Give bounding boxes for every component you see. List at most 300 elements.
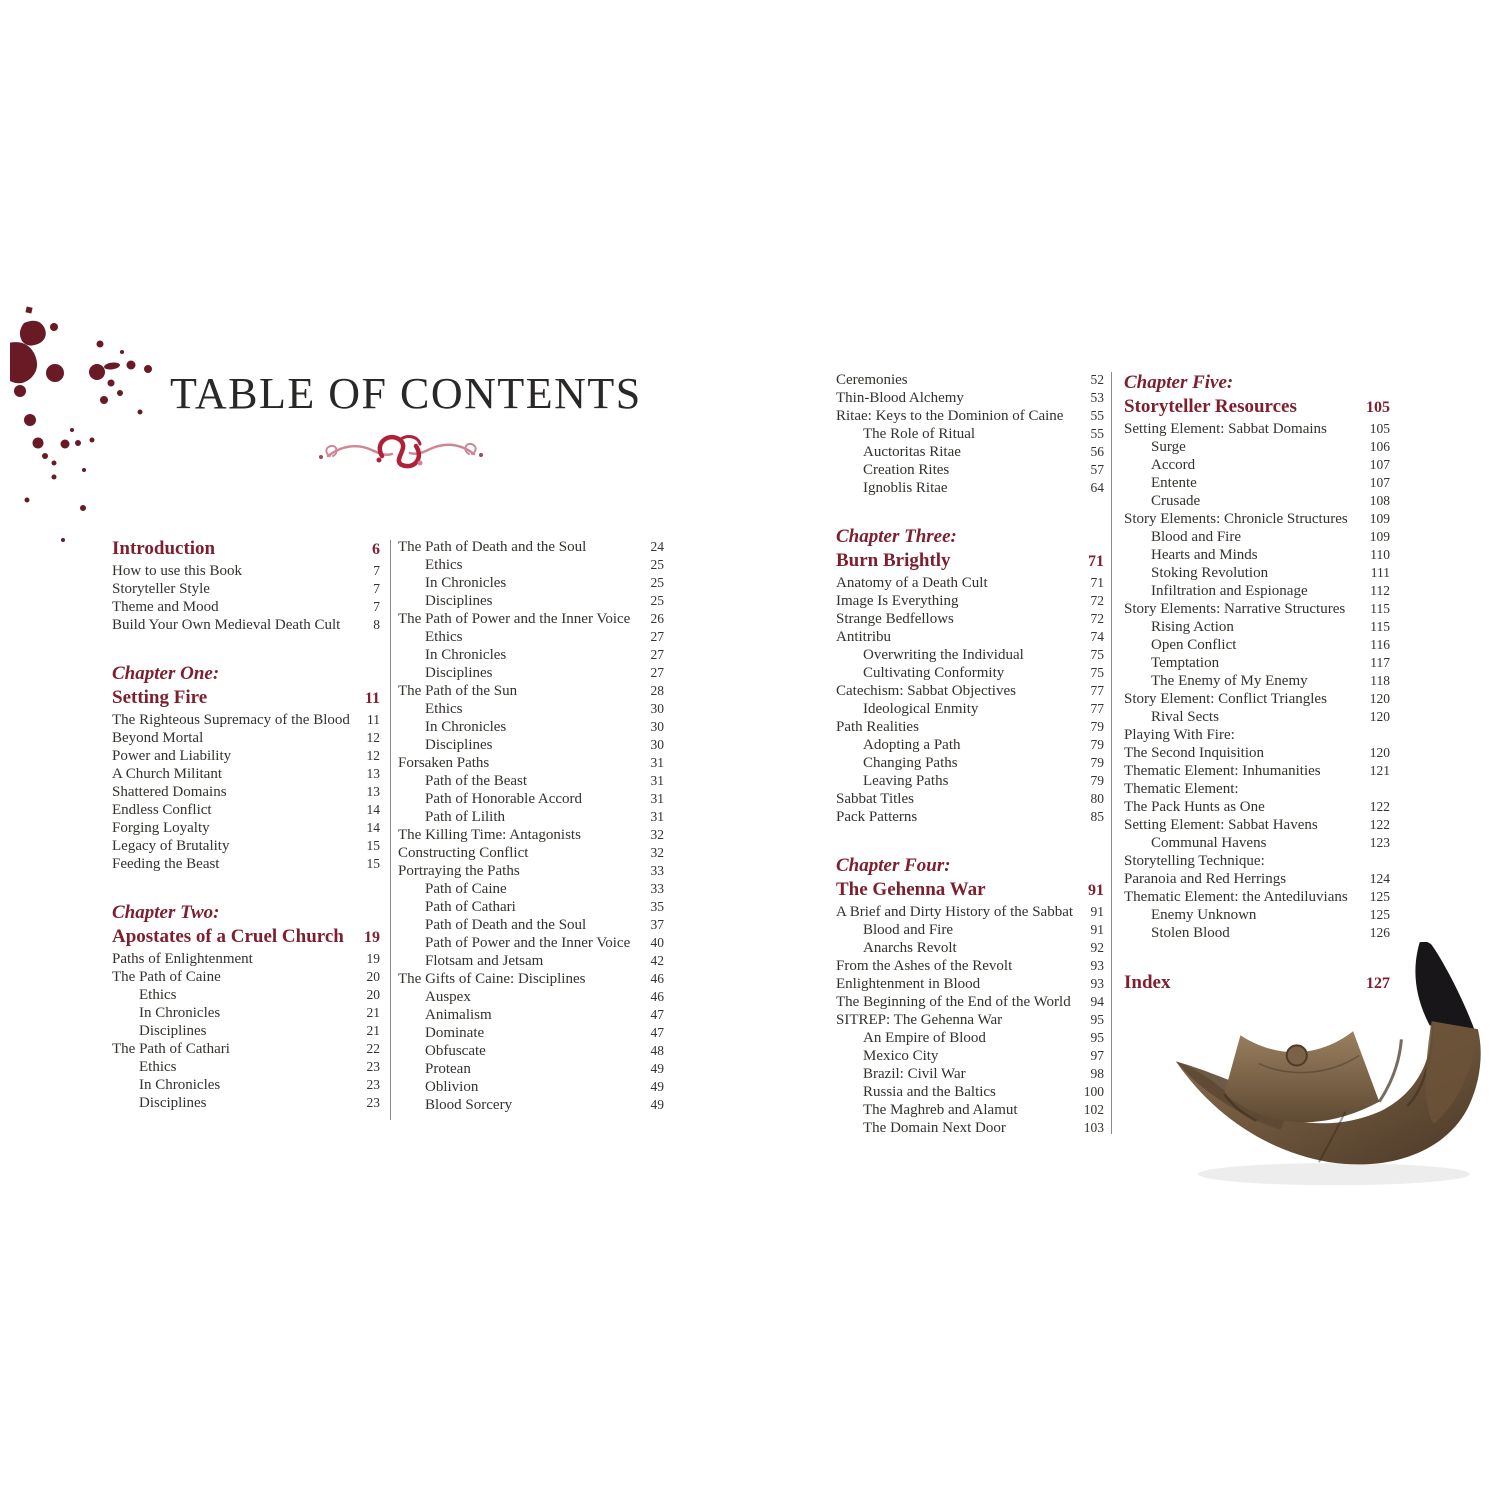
- entry-page-number: 21: [366, 1005, 380, 1020]
- toc-entry: [836, 461, 1104, 479]
- entry-page-number: 12: [366, 748, 380, 763]
- entry-page-number: 35: [650, 899, 664, 914]
- toc-entry: [112, 855, 380, 873]
- toc-entry: [398, 880, 664, 898]
- entry-title: Ethics: [425, 557, 463, 573]
- entry-title: Build Your Own Medieval Death Cult: [112, 617, 341, 633]
- toc-entry: [398, 1024, 664, 1042]
- toc-entry: [112, 801, 380, 819]
- entry-title: Disciplines: [425, 737, 493, 753]
- entry-title: Story Elements: Chronicle Structures: [1124, 511, 1348, 527]
- toc-entry: [1124, 924, 1390, 942]
- entry-title: The Domain Next Door: [863, 1120, 1006, 1136]
- chapter-title-entry: [1124, 394, 1390, 420]
- entry-page-number: 123: [1369, 835, 1390, 850]
- entry-page-number: 126: [1369, 925, 1390, 940]
- entry-page-number: 49: [650, 1079, 664, 1094]
- entry-page-number: 52: [1090, 372, 1104, 387]
- entry-page-number: 25: [650, 593, 664, 608]
- entry-title: In Chronicles: [139, 1077, 221, 1093]
- toc-entry: [398, 844, 664, 862]
- entry-page-number: 13: [366, 766, 380, 781]
- entry-page-number: 79: [1090, 773, 1104, 788]
- entry-page-number: 31: [650, 809, 664, 824]
- entry-title: Paths of Enlightenment: [112, 951, 253, 967]
- toc-entry: [398, 970, 664, 988]
- entry-page-number: 32: [650, 827, 664, 842]
- entry-title: Stoking Revolution: [1151, 565, 1269, 581]
- chapter-title-entry: [112, 685, 380, 711]
- entry-page-number: 15: [366, 838, 380, 853]
- toc-entry: [112, 616, 380, 634]
- column-divider: [390, 540, 391, 1120]
- entry-page-number: 23: [366, 1077, 380, 1092]
- toc-entry: [398, 628, 664, 646]
- toc-entry: [112, 1094, 380, 1112]
- toc-entry: [836, 772, 1104, 790]
- entry-title: The Killing Time: Antagonists: [398, 827, 581, 843]
- toc-entry: [836, 1083, 1104, 1101]
- entry-title: Surge: [1151, 439, 1186, 455]
- toc-entry: [836, 425, 1104, 443]
- entry-page-number: 53: [1090, 390, 1104, 405]
- entry-page-number: 102: [1083, 1102, 1104, 1117]
- entry-title: Disciplines: [425, 593, 493, 609]
- entry-title: Path of Lilith: [425, 809, 505, 825]
- chapter-label: [836, 525, 1104, 548]
- entry-title: Antitribu: [836, 629, 891, 645]
- entry-title: The Path of Power and the Inner Voice: [398, 611, 631, 627]
- entry-page-number: 93: [1090, 976, 1104, 991]
- entry-title: Thematic Element: Inhumanities: [1124, 763, 1321, 779]
- toc-entry: [1124, 816, 1390, 834]
- entry-page-number: 124: [1369, 871, 1390, 886]
- entry-page-number: 27: [650, 647, 664, 662]
- toc-column-4: [1124, 371, 1390, 996]
- entry-page-number: 49: [650, 1061, 664, 1076]
- column-divider: [1111, 372, 1112, 1134]
- entry-page-number: 115: [1370, 601, 1390, 616]
- chapter-title-entry: [836, 877, 1104, 903]
- toc-entry: [398, 610, 664, 628]
- entry-title: The Gehenna War: [836, 879, 986, 900]
- entry-page-number: 120: [1369, 745, 1390, 760]
- toc-entry: [112, 819, 380, 837]
- entry-page-number: 125: [1369, 907, 1390, 922]
- toc-entry: [1124, 672, 1390, 690]
- toc-entry: [1124, 870, 1390, 888]
- toc-entry: [836, 790, 1104, 808]
- chapter-title-entry: [112, 536, 380, 562]
- entry-page-number: 117: [1370, 655, 1390, 670]
- entry-page-number: 23: [366, 1059, 380, 1074]
- toc-entry: [836, 1029, 1104, 1047]
- entry-page-number: 77: [1090, 701, 1104, 716]
- toc-entry: [112, 950, 380, 968]
- entry-page-number: 74: [1090, 629, 1104, 644]
- entry-title: Enlightenment in Blood: [836, 976, 981, 992]
- entry-title: Setting Element: Sabbat Domains: [1124, 421, 1327, 437]
- entry-title: The Path of Death and the Soul: [398, 539, 587, 555]
- entry-page-number: 57: [1090, 462, 1104, 477]
- toc-entry: [1124, 798, 1390, 816]
- entry-title: Auspex: [425, 989, 471, 1005]
- entry-title: Stolen Blood: [1151, 925, 1230, 941]
- entry-title: Accord: [1151, 457, 1196, 473]
- entry-title: Endless Conflict: [112, 802, 212, 818]
- toc-entry: [836, 682, 1104, 700]
- toc-entry: [398, 808, 664, 826]
- entry-page-number: 25: [650, 557, 664, 572]
- toc-entry: [836, 993, 1104, 1011]
- horn-artifact-image: [1168, 942, 1500, 1190]
- toc-entry: [836, 1101, 1104, 1119]
- entry-title: From the Ashes of the Revolt: [836, 958, 1013, 974]
- entry-title: Rival Sects: [1151, 709, 1219, 725]
- entry-page-number: 79: [1090, 719, 1104, 734]
- toc-entry: [836, 736, 1104, 754]
- entry-title: Ideological Enmity: [863, 701, 979, 717]
- entry-title: Ritae: Keys to the Dominion of Caine: [836, 408, 1064, 424]
- entry-title: Creation Rites: [863, 462, 950, 478]
- entry-page-number: 31: [650, 755, 664, 770]
- entry-title: Thematic Element:: [1124, 781, 1239, 797]
- toc-entry: [398, 1060, 664, 1078]
- entry-page-number: 11: [367, 712, 380, 727]
- entry-page-number: 27: [650, 665, 664, 680]
- toc-entry: [1124, 654, 1390, 672]
- entry-page-number: 107: [1369, 457, 1390, 472]
- entry-page-number: 109: [1369, 511, 1390, 526]
- entry-page-number: 25: [650, 575, 664, 590]
- entry-title: Disciplines: [139, 1095, 207, 1111]
- entry-title: Sabbat Titles: [836, 791, 914, 807]
- entry-page-number: 14: [366, 802, 380, 817]
- entry-title: Ignoblis Ritae: [863, 480, 948, 496]
- toc-entry: [836, 921, 1104, 939]
- toc-entry: [1124, 888, 1390, 906]
- toc-entry: [1124, 708, 1390, 726]
- toc-entry: [1124, 726, 1390, 744]
- entry-page-number: 33: [650, 881, 664, 896]
- entry-title: Path Realities: [836, 719, 919, 735]
- entry-page-number: 91: [1088, 882, 1104, 899]
- entry-title: Protean: [425, 1061, 471, 1077]
- toc-entry: [1124, 582, 1390, 600]
- entry-title: In Chronicles: [425, 719, 507, 735]
- entry-title: Chapter Four:: [836, 855, 951, 876]
- toc-entry: [836, 592, 1104, 610]
- toc-entry: [398, 592, 664, 610]
- chapter-label: [112, 662, 380, 685]
- entry-page-number: 105: [1366, 399, 1390, 416]
- entry-title: Open Conflict: [1151, 637, 1237, 653]
- chapter-title-entry: [112, 924, 380, 950]
- chapter-label: [1124, 371, 1390, 394]
- entry-title: Path of Death and the Soul: [425, 917, 587, 933]
- entry-title: Story Elements: Narrative Structures: [1124, 601, 1346, 617]
- toc-entry: [112, 711, 380, 729]
- toc-entry: [836, 479, 1104, 497]
- entry-title: Flotsam and Jetsam: [425, 953, 544, 969]
- toc-entry: [1124, 600, 1390, 618]
- entry-title: Path of Caine: [425, 881, 507, 897]
- entry-page-number: 122: [1369, 817, 1390, 832]
- entry-page-number: 91: [1090, 922, 1104, 937]
- entry-title: The Gifts of Caine: Disciplines: [398, 971, 586, 987]
- toc-column-3: [836, 371, 1104, 1137]
- entry-title: Obfuscate: [425, 1043, 486, 1059]
- entry-title: The Righteous Supremacy of the Blood: [112, 712, 350, 728]
- toc-entry: [398, 574, 664, 592]
- toc-entry: [112, 765, 380, 783]
- entry-page-number: 46: [650, 971, 664, 986]
- entry-page-number: 48: [650, 1043, 664, 1058]
- toc-entry: [112, 1076, 380, 1094]
- toc-entry: [112, 1022, 380, 1040]
- entry-title: Storyteller Resources: [1124, 396, 1297, 417]
- entry-page-number: 103: [1083, 1120, 1104, 1135]
- entry-page-number: 28: [650, 683, 664, 698]
- entry-title: Strange Bedfellows: [836, 611, 954, 627]
- entry-title: SITREP: The Gehenna War: [836, 1012, 1003, 1028]
- toc-entry: [112, 580, 380, 598]
- entry-page-number: 30: [650, 737, 664, 752]
- toc-entry: [112, 1004, 380, 1022]
- entry-page-number: 40: [650, 935, 664, 950]
- entry-title: In Chronicles: [139, 1005, 221, 1021]
- entry-title: A Church Militant: [112, 766, 222, 782]
- entry-title: Russia and the Baltics: [863, 1084, 996, 1100]
- entry-title: An Empire of Blood: [863, 1030, 986, 1046]
- entry-title: Setting Element: Sabbat Havens: [1124, 817, 1318, 833]
- entry-title: The Pack Hunts as One: [1124, 799, 1265, 815]
- entry-title: The Path of the Sun: [398, 683, 518, 699]
- blood-splatter-decoration: [10, 295, 160, 565]
- entry-title: Paranoia and Red Herrings: [1124, 871, 1287, 887]
- entry-title: Blood Sorcery: [425, 1097, 513, 1113]
- entry-title: Story Element: Conflict Triangles: [1124, 691, 1327, 707]
- entry-title: Ethics: [139, 987, 177, 1003]
- toc-entry: [1124, 906, 1390, 924]
- toc-entry: [112, 747, 380, 765]
- entry-page-number: 47: [650, 1025, 664, 1040]
- entry-page-number: 122: [1369, 799, 1390, 814]
- toc-entry: [1124, 456, 1390, 474]
- entry-title: Communal Havens: [1151, 835, 1267, 851]
- entry-title: The Path of Caine: [112, 969, 221, 985]
- entry-title: Forging Loyalty: [112, 820, 210, 836]
- entry-title: Disciplines: [139, 1023, 207, 1039]
- toc-entry: [836, 443, 1104, 461]
- entry-page-number: 12: [366, 730, 380, 745]
- entry-title: Leaving Paths: [863, 773, 949, 789]
- entry-page-number: 55: [1090, 426, 1104, 441]
- toc-entry: [398, 664, 664, 682]
- entry-title: Pack Patterns: [836, 809, 918, 825]
- page-title: TABLE OF CONTENTS: [170, 369, 642, 418]
- entry-page-number: 95: [1090, 1012, 1104, 1027]
- entry-page-number: 75: [1090, 647, 1104, 662]
- entry-title: Chapter Five:: [1124, 372, 1234, 393]
- flourish-ornament-icon: [316, 430, 486, 474]
- entry-page-number: 15: [366, 856, 380, 871]
- entry-title: Introduction: [112, 538, 216, 559]
- toc-entry: [112, 968, 380, 986]
- entry-title: Setting Fire: [112, 687, 208, 708]
- entry-title: Enemy Unknown: [1151, 907, 1257, 923]
- toc-entry: [398, 1006, 664, 1024]
- entry-page-number: 108: [1369, 493, 1390, 508]
- entry-page-number: 42: [650, 953, 664, 968]
- entry-page-number: 7: [373, 599, 380, 614]
- toc-entry: [836, 754, 1104, 772]
- entry-page-number: 120: [1369, 709, 1390, 724]
- entry-title: Overwriting the Individual: [863, 647, 1024, 663]
- entry-title: Playing With Fire:: [1124, 727, 1235, 743]
- toc-entry: [1124, 546, 1390, 564]
- toc-entry: [398, 682, 664, 700]
- entry-page-number: 121: [1369, 763, 1390, 778]
- entry-title: Adopting a Path: [863, 737, 961, 753]
- entry-page-number: 109: [1369, 529, 1390, 544]
- entry-page-number: 79: [1090, 737, 1104, 752]
- toc-column-2: [398, 538, 664, 1114]
- toc-entry: [398, 772, 664, 790]
- entry-title: Forsaken Paths: [398, 755, 490, 771]
- toc-entry: [398, 646, 664, 664]
- entry-title: Anatomy of a Death Cult: [836, 575, 988, 591]
- toc-entry: [398, 556, 664, 574]
- toc-entry: [836, 939, 1104, 957]
- entry-title: Infiltration and Espionage: [1151, 583, 1308, 599]
- toc-entry: [836, 1065, 1104, 1083]
- entry-page-number: 71: [1088, 553, 1104, 570]
- entry-page-number: 94: [1090, 994, 1104, 1009]
- entry-page-number: 37: [650, 917, 664, 932]
- entry-page-number: 31: [650, 791, 664, 806]
- toc-entry: [1124, 564, 1390, 582]
- toc-entry: [112, 598, 380, 616]
- toc-entry: [1124, 762, 1390, 780]
- entry-title: Image Is Everything: [836, 593, 959, 609]
- toc-entry: [836, 1011, 1104, 1029]
- entry-title: Apostates of a Cruel Church: [112, 926, 344, 947]
- entry-page-number: 107: [1369, 475, 1390, 490]
- entry-page-number: 31: [650, 773, 664, 788]
- toc-entry: [398, 988, 664, 1006]
- toc-entry: [1124, 492, 1390, 510]
- entry-title: Chapter Three:: [836, 526, 957, 547]
- entry-page-number: 85: [1090, 809, 1104, 824]
- entry-page-number: 79: [1090, 755, 1104, 770]
- toc-entry: [398, 700, 664, 718]
- entry-title: Chapter Two:: [112, 902, 220, 923]
- entry-page-number: 32: [650, 845, 664, 860]
- entry-page-number: 26: [650, 611, 664, 626]
- toc-entry: [836, 389, 1104, 407]
- toc-entry: [398, 718, 664, 736]
- entry-page-number: 97: [1090, 1048, 1104, 1063]
- entry-title: A Brief and Dirty History of the Sabbat: [836, 904, 1074, 920]
- entry-title: Catechism: Sabbat Objectives: [836, 683, 1016, 699]
- entry-title: How to use this Book: [112, 563, 243, 579]
- entry-title: Crusade: [1151, 493, 1201, 509]
- entry-title: Portraying the Paths: [398, 863, 520, 879]
- entry-title: Entente: [1151, 475, 1197, 491]
- entry-title: The Enemy of My Enemy: [1151, 673, 1308, 689]
- entry-title: Blood and Fire: [863, 922, 953, 938]
- entry-page-number: 91: [1090, 904, 1104, 919]
- toc-entry: [398, 754, 664, 772]
- entry-page-number: 75: [1090, 665, 1104, 680]
- toc-entry: [398, 952, 664, 970]
- entry-page-number: 14: [366, 820, 380, 835]
- entry-title: Power and Liability: [112, 748, 232, 764]
- entry-title: Ethics: [425, 701, 463, 717]
- entry-page-number: 116: [1370, 637, 1390, 652]
- entry-page-number: 11: [364, 690, 380, 707]
- entry-title: Chapter One:: [112, 663, 220, 684]
- entry-title: Hearts and Minds: [1151, 547, 1258, 563]
- toc-entry: [836, 646, 1104, 664]
- entry-title: Path of Power and the Inner Voice: [425, 935, 631, 951]
- toc-entry: [112, 1040, 380, 1058]
- entry-title: Brazil: Civil War: [863, 1066, 966, 1082]
- entry-page-number: 125: [1369, 889, 1390, 904]
- entry-page-number: 115: [1370, 619, 1390, 634]
- chapter-label: [112, 901, 380, 924]
- toc-entry: [112, 837, 380, 855]
- entry-page-number: 19: [364, 929, 380, 946]
- toc-column-1: [112, 536, 380, 1112]
- toc-entry: [398, 1078, 664, 1096]
- entry-title: The Beginning of the End of the World: [836, 994, 1071, 1010]
- entry-page-number: 105: [1369, 421, 1390, 436]
- toc-entry: [398, 934, 664, 952]
- entry-title: Thin-Blood Alchemy: [836, 390, 964, 406]
- entry-page-number: 77: [1090, 683, 1104, 698]
- toc-entry: [836, 407, 1104, 425]
- entry-page-number: 20: [366, 969, 380, 984]
- entry-title: Index: [1124, 972, 1171, 993]
- entry-page-number: 30: [650, 701, 664, 716]
- entry-page-number: 6: [372, 541, 380, 558]
- entry-title: Dominate: [425, 1025, 485, 1041]
- toc-entry: [1124, 420, 1390, 438]
- toc-entry: [836, 371, 1104, 389]
- entry-title: Changing Paths: [863, 755, 958, 771]
- toc-entry: [1124, 438, 1390, 456]
- entry-title: Ceremonies: [836, 372, 908, 388]
- entry-page-number: 72: [1090, 593, 1104, 608]
- entry-page-number: 13: [366, 784, 380, 799]
- toc-entry: [1124, 780, 1390, 798]
- toc-entry: [112, 783, 380, 801]
- entry-page-number: 98: [1090, 1066, 1104, 1081]
- toc-entry: [398, 826, 664, 844]
- toc-entry: [398, 790, 664, 808]
- entry-page-number: 49: [650, 1097, 664, 1112]
- entry-page-number: 71: [1090, 575, 1104, 590]
- entry-page-number: 127: [1366, 975, 1390, 992]
- chapter-title-entry: [836, 548, 1104, 574]
- entry-title: Path of Honorable Accord: [425, 791, 583, 807]
- entry-page-number: 7: [373, 563, 380, 578]
- entry-title: Burn Brightly: [836, 550, 951, 571]
- entry-title: Temptation: [1151, 655, 1220, 671]
- entry-page-number: 110: [1370, 547, 1390, 562]
